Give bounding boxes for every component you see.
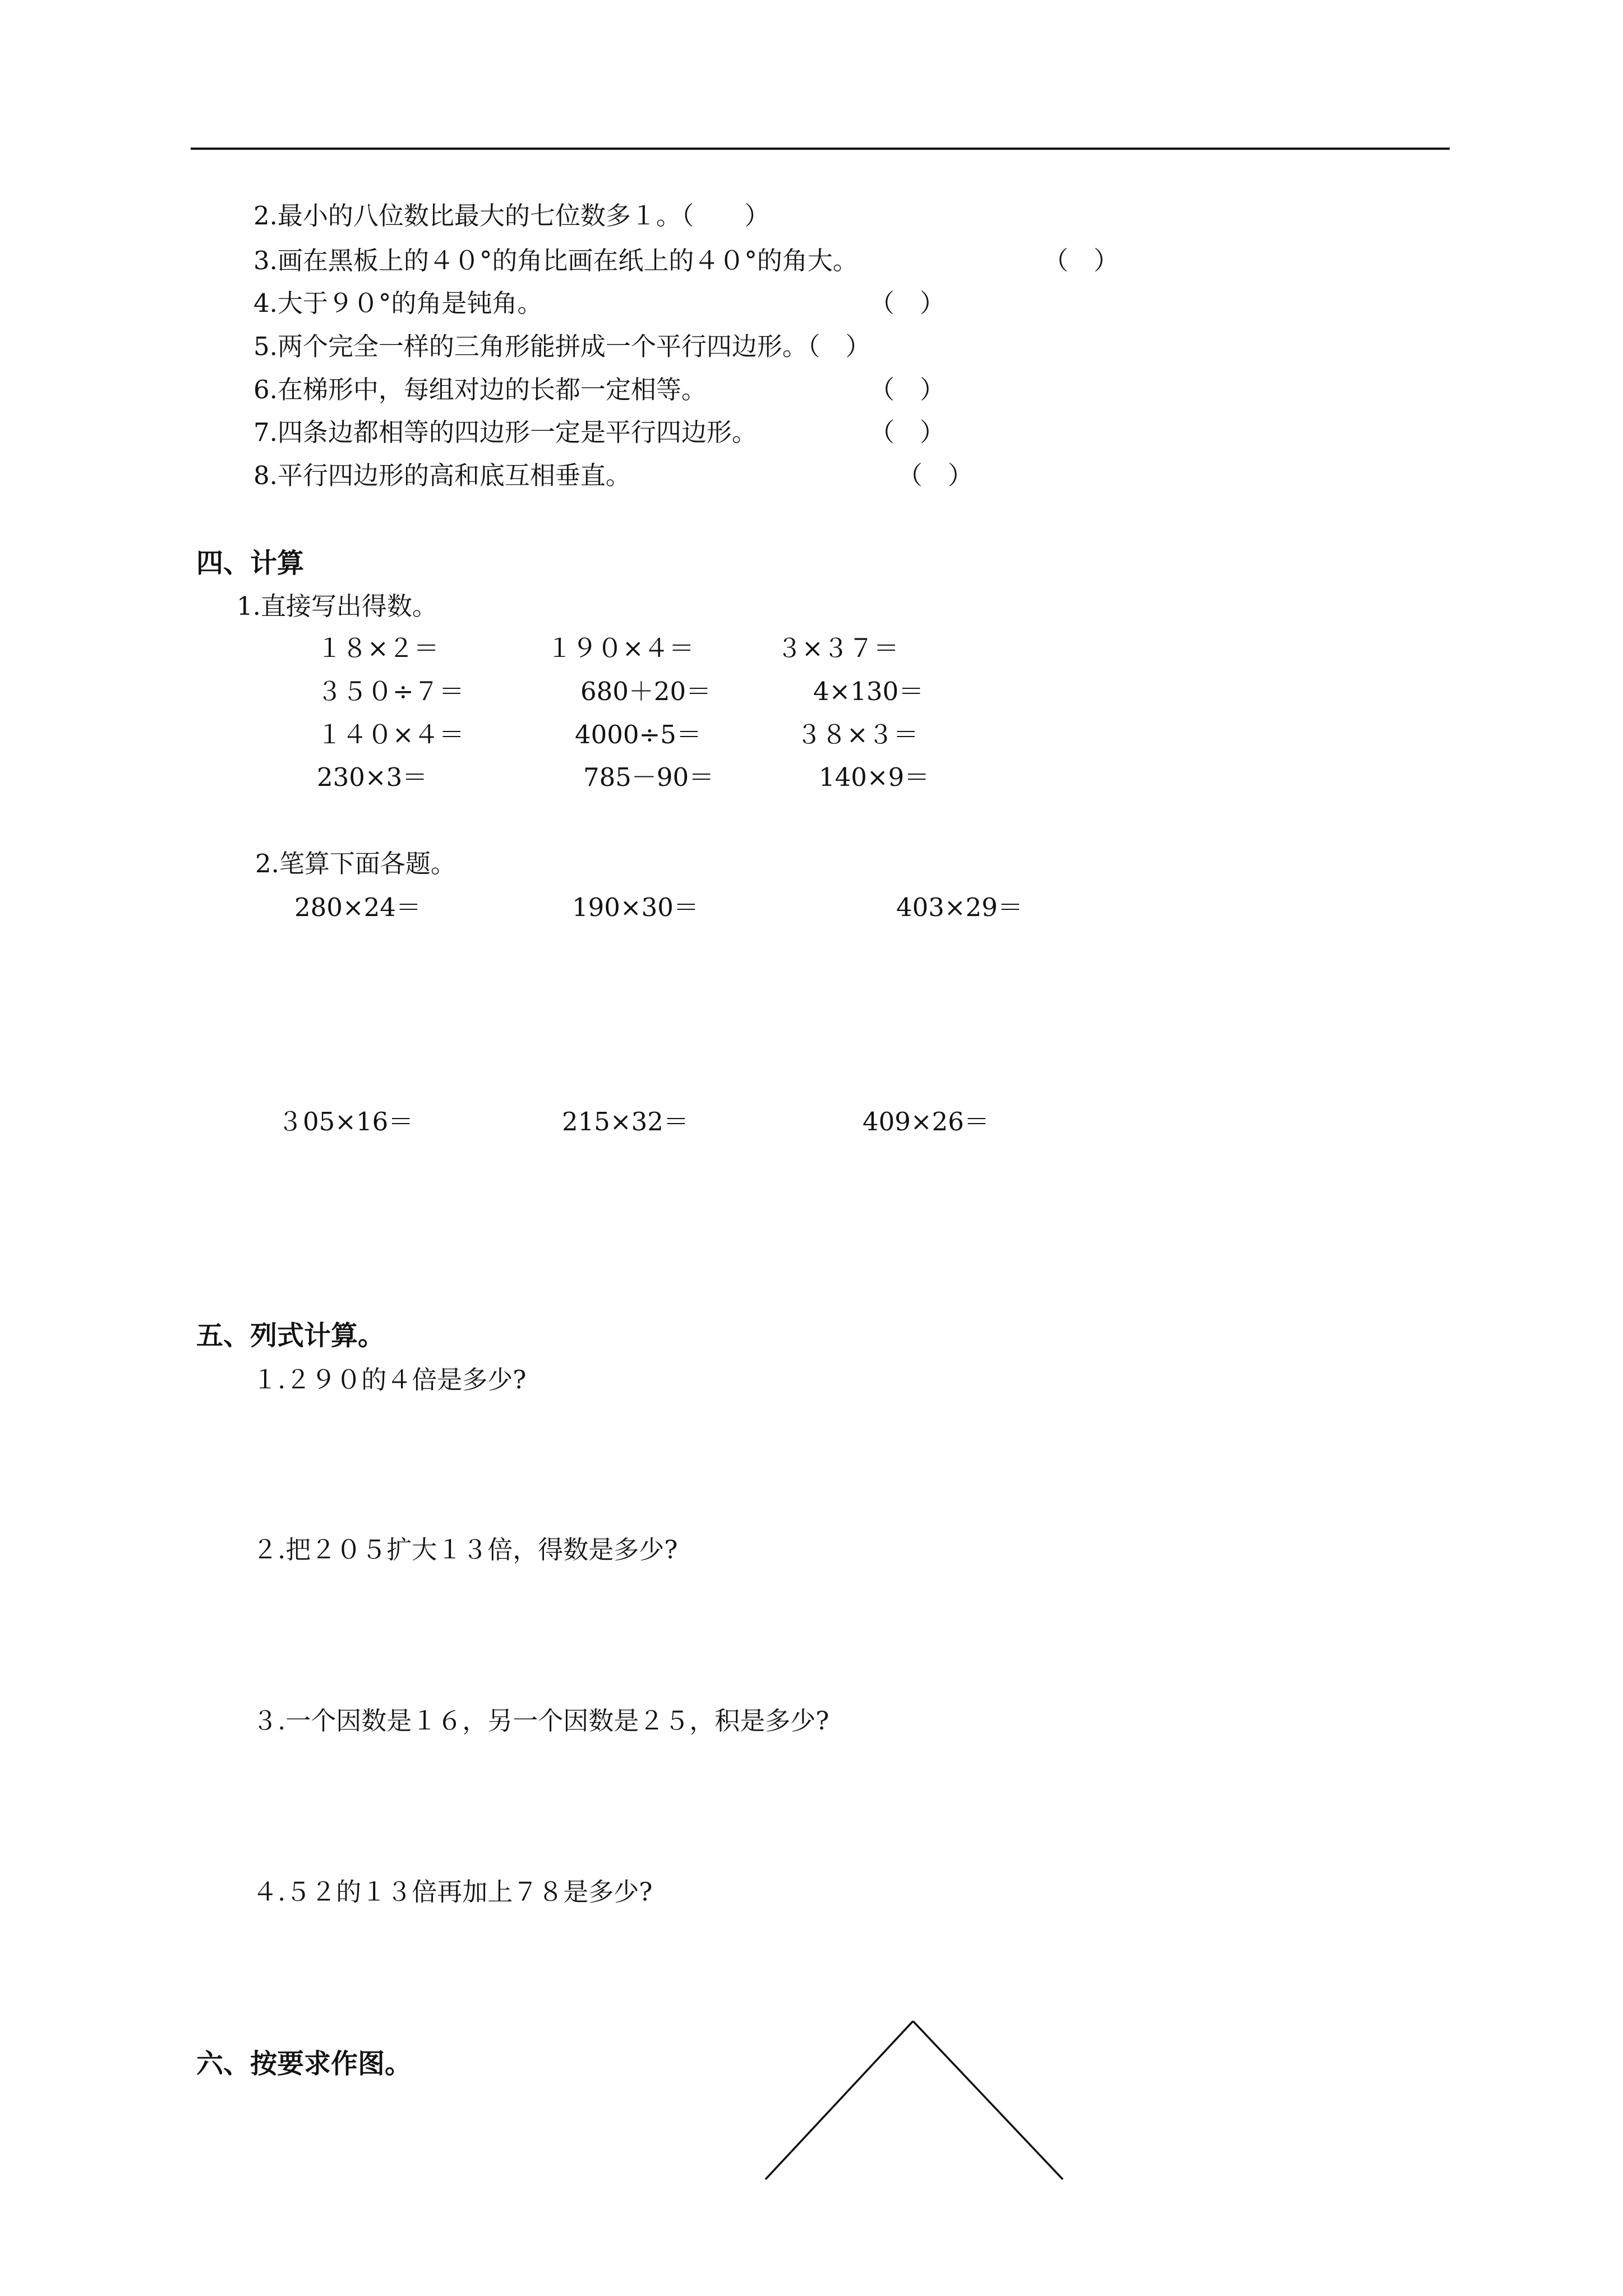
word-problem-1: １.２９０的４倍是多少? [252,1365,527,1395]
direct-calc-r3c1: １４０×４＝ [317,720,464,749]
written-calc-r1c3: 403×29＝ [896,892,1023,922]
judgment-item-2: 2.最小的八位数比最大的七位数多１。（ ） [253,201,770,231]
direct-calc-r4c2: 785－90＝ [583,762,714,792]
written-calc-label: 2.笔算下面各题。 [255,849,456,878]
direct-calc-r4c1: 230×3＝ [317,762,428,792]
written-calc-r1c2: 190×30＝ [572,892,699,922]
direct-calc-r2c3: 4×130＝ [813,677,924,706]
judgment-item-8: 8.平行四边形的高和底互相垂直。 [253,461,631,490]
direct-calc-r2c2: 680＋20＝ [580,677,712,706]
word-problem-4: ４.５２的１３倍再加上７８是多少? [252,1877,653,1907]
judgment-item-8-paren: （ ） [897,461,974,490]
judgment-item-3-paren: （ ） [1043,246,1119,275]
direct-calc-r4c3: 140×9＝ [819,762,930,792]
direct-calc-r1c1: １８×２＝ [317,633,439,663]
judgment-item-7-paren: （ ） [869,417,946,447]
direct-calc-r2c1: ３５０÷７＝ [317,677,464,706]
section-5-title: 五、列式计算。 [196,1320,385,1351]
judgment-item-3: 3.画在黑板上的４０°的角比画在纸上的４０°的角大。 [253,246,858,275]
word-problem-3: ３.一个因数是１６，另一个因数是２５，积是多少? [252,1706,829,1736]
angle-figure [760,2019,1074,2188]
header-rule [191,148,1450,150]
judgment-item-5: 5.两个完全一样的三角形能拼成一个平行四边形。（ ） [253,332,871,361]
written-calc-r1c1: 280×24＝ [294,892,421,922]
direct-calc-label: 1.直接写出得数。 [237,591,437,621]
section-4-title: 四、计算 [196,547,305,579]
written-calc-r2c3: 409×26＝ [863,1107,989,1137]
judgment-item-6-paren: （ ） [869,375,946,404]
angle-right-ray [913,2021,1063,2179]
written-calc-r2c1: ３05×16＝ [278,1107,414,1137]
judgment-item-4-paren: （ ） [869,288,946,318]
angle-left-ray [766,2021,913,2179]
section-6-title: 六、按要求作图。 [196,2048,412,2079]
direct-calc-r3c3: ３８×３＝ [796,720,919,749]
written-calc-r2c2: 215×32＝ [562,1107,689,1137]
judgment-item-7: 7.四条边都相等的四边形一定是平行四边形。 [253,417,757,447]
judgment-item-6: 6.在梯形中，每组对边的长都一定相等。 [253,375,707,404]
direct-calc-r1c2: １９０×４＝ [547,633,694,663]
word-problem-2: ２.把２０５扩大１３倍，得数是多少? [252,1535,678,1565]
direct-calc-r3c2: 4000÷5＝ [575,720,702,749]
direct-calc-r1c3: ３×３７＝ [777,633,899,663]
judgment-item-4: 4.大于９０°的角是钝角。 [253,288,543,318]
